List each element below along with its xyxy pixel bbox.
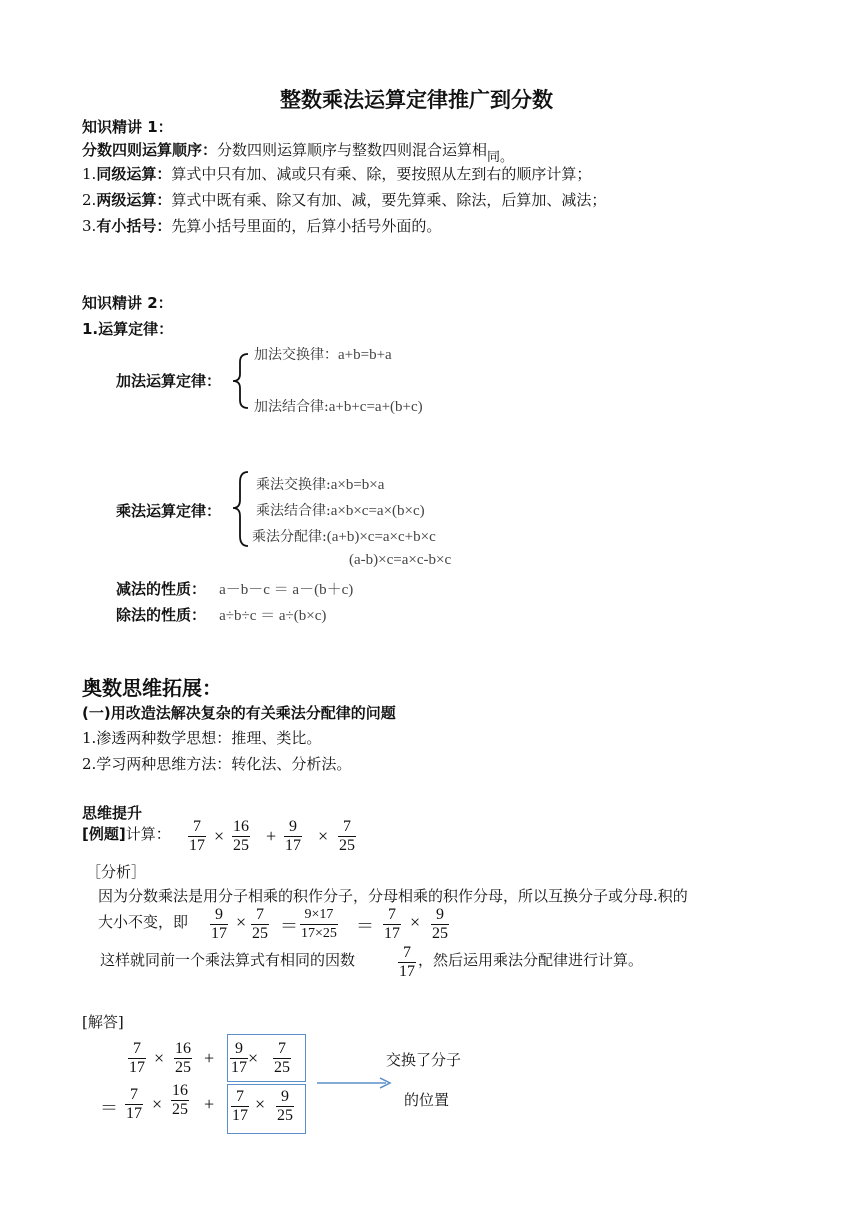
multiplication-laws-label: 乘法运算定律： [116, 502, 222, 520]
fraction-7-25: $\frac{7}{25}$ [339, 818, 355, 854]
analysis-line-2: 大小不变，即 [98, 913, 189, 931]
add-comm-label: 加法交换律： [254, 347, 338, 363]
add-comm-formula: a+b=b+a [338, 347, 392, 363]
order-paragraph [82, 140, 514, 165]
order-label: 分数四则运算顺序： [82, 141, 218, 159]
analysis-line-3b: ，然后运用乘法分配律进行计算。 [418, 951, 644, 969]
example-tag: [例题] [82, 825, 126, 843]
times-sign: × [154, 1048, 165, 1068]
fraction-9-17: $\frac{9}{17}$ [211, 906, 227, 942]
fraction-9-25: $\frac{9}{25}$ [277, 1088, 293, 1124]
rule-2-label: 两级运算： [96, 191, 172, 209]
order-tail: 同。 [487, 150, 514, 165]
olympiad-heading: 奥数思维拓展： [82, 676, 222, 700]
div-prop-label: 除法的性质： [116, 606, 207, 624]
thinking-heading: 思维提升 [82, 804, 143, 822]
section-heading-k2: 知识精讲 2： [82, 294, 173, 312]
times-sign: × [214, 826, 225, 846]
add-commutative [254, 344, 392, 364]
fraction-7-25: $\frac{7}{25}$ [274, 1040, 290, 1076]
laws-subheading: 1.运算定律： [82, 320, 174, 338]
rule-1-text: 算式中只有加、减或只有乘、除，要按照从左到右的顺序计算； [171, 165, 592, 183]
fraction-7-17: $\frac{7}{17}$ [126, 1086, 142, 1122]
addition-brace [230, 352, 252, 410]
arrow-icon [316, 1076, 396, 1090]
fraction-7-17: $\frac{7}{17}$ [399, 944, 415, 980]
page-title: 整数乘法运算定律推广到分数 [280, 88, 553, 112]
note-swap: 交换了分子 [386, 1051, 462, 1069]
example-line [82, 824, 171, 844]
analysis-line-1: 因为分数乘法是用分子相乘的积作分子，分母相乘的积作分母，所以互换分子或分母.积的 [98, 887, 688, 905]
mul-assoc-label: 乘法结合律: [256, 503, 331, 519]
sub-prop-formula: a－b－c ＝ a－(b＋c) [219, 582, 354, 598]
multiplication-brace [230, 470, 252, 548]
rule-2-text: 算式中既有乘、除又有加、减，要先算乘、除法，后算加、减法； [171, 191, 607, 209]
mul-comm-formula: a×b=b×a [330, 477, 385, 493]
fraction-product: $\frac{9\times 17}{17\times 25}$ [301, 907, 337, 941]
fraction-9-25: $\frac{9}{25}$ [432, 906, 448, 942]
sub-prop-label: 减法的性质： [116, 580, 207, 598]
times-sign: × [410, 912, 421, 932]
add-assoc-formula: a+b+c=a+(b+c) [328, 399, 423, 415]
plus-sign: + [204, 1048, 215, 1068]
fraction-7-17: $\frac{7}{17}$ [384, 906, 400, 942]
equals-sign: ＝ [356, 916, 374, 936]
plus-sign: + [204, 1094, 215, 1114]
plus-sign: + [266, 826, 277, 846]
rule-3-text: 先算小括号里面的，后算小括号外面的。 [171, 217, 442, 235]
subtraction-property [116, 578, 353, 599]
equals-sign: ＝ [280, 916, 298, 936]
mul-dist-label: 乘法分配律: [252, 529, 327, 545]
rule-2-num: 2. [82, 191, 97, 209]
fraction-7-17: $\frac{7}{17}$ [189, 818, 205, 854]
mul-associative [256, 500, 425, 520]
fraction-9-17: $\frac{9}{17}$ [285, 818, 301, 854]
fraction-7-25: $\frac{7}{25}$ [252, 906, 268, 942]
mul-distributive [252, 526, 436, 546]
times-sign: × [248, 1048, 259, 1068]
note-position: 的位置 [404, 1091, 450, 1109]
order-text: 分数四则运算顺序与整数四则混合运算相 [217, 141, 488, 159]
olympiad-point-2: 2.学习两种思维方法：转化法、分析法。 [82, 755, 352, 773]
div-prop-formula: a÷b÷c ＝ a÷(b×c) [219, 608, 327, 624]
rule-3 [82, 216, 441, 236]
rule-1-label: 同级运算： [96, 165, 172, 183]
fraction-16-25: $\frac{16}{25}$ [172, 1082, 188, 1118]
rule-2 [82, 190, 606, 210]
mul-dist-formula-2: (a-b)×c=a×c-b×c [349, 552, 452, 568]
add-associative [254, 396, 423, 416]
times-sign: × [318, 826, 329, 846]
analysis-line-3a: 这样就同前一个乘法算式有相同的因数 [100, 951, 356, 969]
rule-1 [82, 164, 591, 184]
add-assoc-label: 加法结合律: [254, 399, 329, 415]
times-sign: × [255, 1094, 266, 1114]
fraction-7-17: $\frac{7}{17}$ [232, 1088, 248, 1124]
mul-commutative [256, 474, 384, 494]
fraction-16-25: $\frac{16}{25}$ [233, 818, 249, 854]
answer-tag: [解答] [82, 1013, 124, 1031]
fraction-9-17: $\frac{9}{17}$ [231, 1040, 247, 1076]
rule-3-label: 有小括号： [96, 217, 172, 235]
addition-laws-label: 加法运算定律： [116, 372, 222, 390]
example-text: 计算： [125, 825, 171, 843]
fraction-16-25: $\frac{16}{25}$ [175, 1040, 191, 1076]
olympiad-subheading: (一)用改造法解决复杂的有关乘法分配律的问题 [82, 704, 396, 722]
times-sign: × [236, 912, 247, 932]
division-property [116, 604, 326, 625]
rule-3-num: 3. [82, 217, 97, 235]
times-sign: × [152, 1094, 163, 1114]
olympiad-point-1: 1.渗透两种数学思想：推理、类比。 [82, 729, 322, 747]
equals-sign: ＝ [100, 1098, 118, 1118]
mul-dist-formula-1: (a+b)×c=a×c+b×c [326, 529, 436, 545]
rule-1-num: 1. [82, 165, 97, 183]
mul-assoc-formula: a×b×c=a×(b×c) [330, 503, 425, 519]
mul-comm-label: 乘法交换律: [256, 477, 331, 493]
section-heading-k1: 知识精讲 1： [82, 118, 173, 136]
fraction-7-17: $\frac{7}{17}$ [129, 1040, 145, 1076]
analysis-tag: ［分析］ [86, 863, 147, 881]
